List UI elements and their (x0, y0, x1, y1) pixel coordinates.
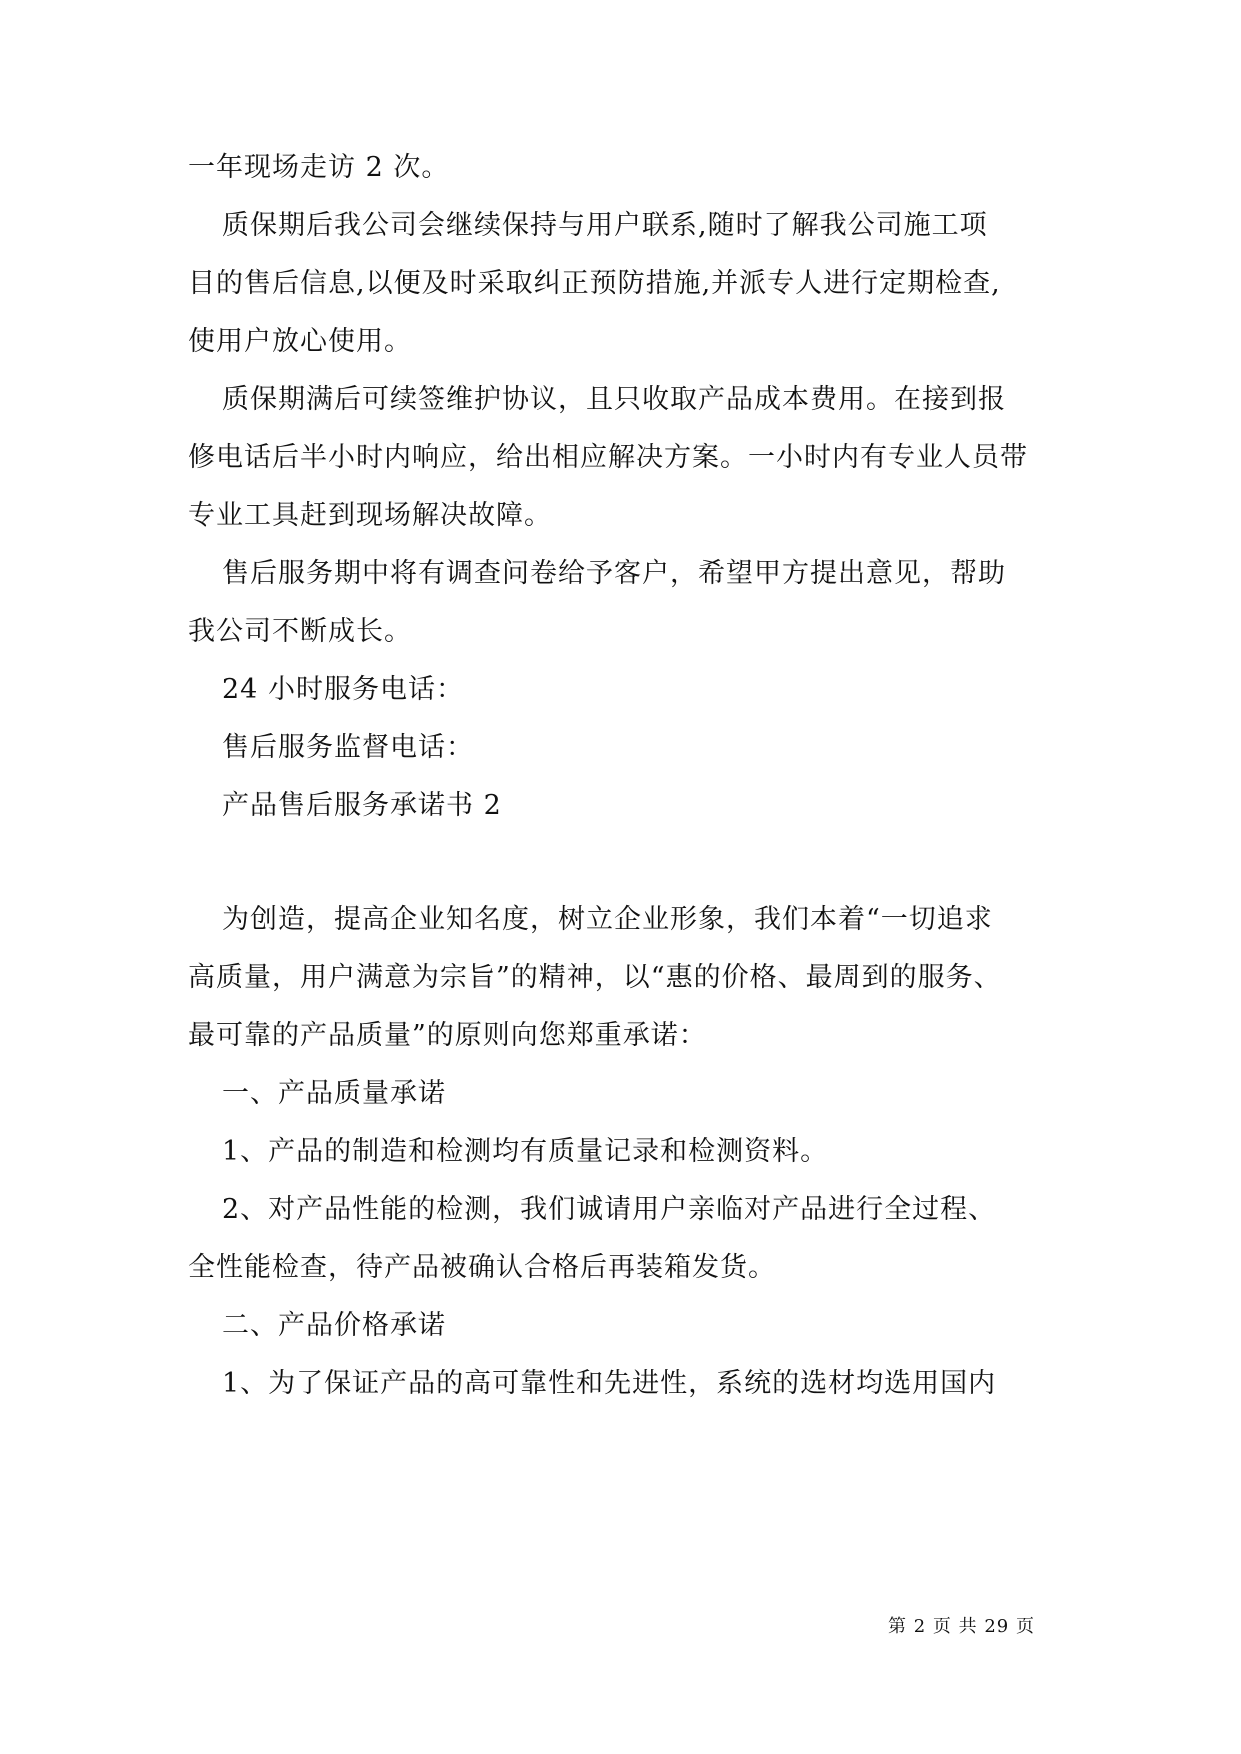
paragraph-line: 质保期满后可续签维护协议，且只收取产品成本费用。在接到报 (222, 384, 1006, 415)
text-line: 高质量，用户满意为宗旨”的精神，以“惠的价格、最周到的服务、 (188, 962, 1002, 993)
list-item: 1、产品的制造和检测均有质量记录和检测资料。 (222, 1136, 829, 1167)
paragraph-line: 售后服务期中将有调查问卷给予客户，希望甲方提出意见，帮助 (222, 558, 1006, 589)
page-number: 第 2 页 共 29 页 (888, 1616, 1035, 1637)
supervision-phone-label: 售后服务监督电话： (222, 732, 474, 763)
text-line: 使用户放心使用。 (188, 326, 412, 357)
text-line: 修电话后半小时内响应，给出相应解决方案。一小时内有专业人员带 (188, 442, 1028, 473)
heading-price-commitment: 二、产品价格承诺 (222, 1310, 446, 1341)
paragraph-line: 为创造，提高企业知名度，树立企业形象，我们本着“一切追求 (222, 904, 993, 935)
heading-quality-commitment: 一、产品质量承诺 (222, 1078, 446, 1109)
text-line: 目的售后信息,以便及时采取纠正预防措施,并派专人进行定期检查, (188, 268, 1001, 299)
list-item: 2、对产品性能的检测，我们诚请用户亲临对产品进行全过程、 (222, 1194, 997, 1225)
text-line: 专业工具赶到现场解决故障。 (188, 500, 552, 531)
list-item: 1、为了保证产品的高可靠性和先进性，系统的选材均选用国内 (222, 1368, 997, 1399)
service-phone-label: 24 小时服务电话： (222, 674, 464, 705)
text-line: 我公司不断成长。 (188, 616, 412, 647)
section-title: 产品售后服务承诺书 2 (222, 790, 502, 821)
text-line: 最可靠的产品质量”的原则向您郑重承诺： (188, 1020, 707, 1051)
text-line: 全性能检查，待产品被确认合格后再装箱发货。 (188, 1252, 776, 1283)
text-line: 一年现场走访 2 次。 (188, 152, 450, 183)
paragraph-line: 质保期后我公司会继续保持与用户联系,随时了解我公司施工项 (222, 210, 988, 241)
